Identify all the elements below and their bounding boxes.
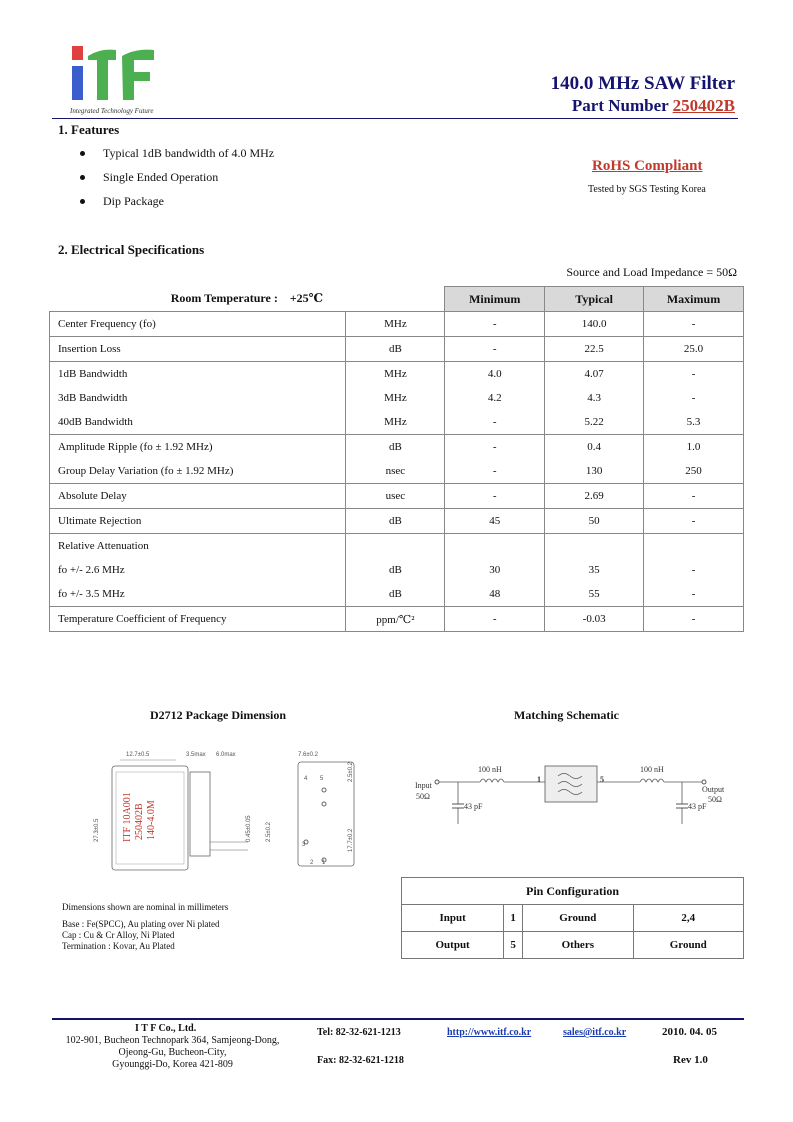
svg-text:7.6±0.2: 7.6±0.2: [298, 752, 318, 758]
svg-text:43 pF: 43 pF: [688, 802, 707, 811]
header-divider: [52, 118, 738, 119]
inductor-out: [640, 779, 664, 782]
spec-param-cell: 3dB Bandwidth: [50, 386, 346, 410]
svg-text:5: 5: [320, 776, 324, 782]
footer-divider: [52, 1018, 744, 1020]
spec-min-cell: -: [445, 484, 545, 509]
col-minimum: Minimum: [445, 287, 545, 312]
pin-row: Output 5 Others Ground: [402, 932, 744, 959]
footer-tel: Tel: 82-32-621-1213: [317, 1027, 401, 1038]
website-link[interactable]: http://www.itf.co.kr: [447, 1027, 532, 1038]
specs-heading: 2. Electrical Specifications: [58, 242, 205, 257]
svg-text:27.3±0.5: 27.3±0.5: [94, 818, 100, 842]
svg-text:17.7±0.2: 17.7±0.2: [348, 828, 354, 852]
bullet-icon: [80, 199, 85, 204]
saw-filter-block: [545, 766, 597, 802]
spec-param-cell: Group Delay Variation (fo ± 1.92 MHz): [50, 459, 346, 484]
spec-param-cell: Amplitude Ripple (fo ± 1.92 MHz): [50, 435, 346, 460]
spec-param-cell: 1dB Bandwidth: [50, 362, 346, 387]
product-title: 140.0 MHz SAW Filter: [550, 73, 735, 94]
spec-row: [50, 362, 744, 387]
spec-row: [50, 558, 744, 582]
spec-min-cell: 4.2: [445, 386, 545, 410]
email-link[interactable]: sales@itf.co.kr: [563, 1027, 627, 1038]
svg-text:ITF 10A001: ITF 10A001: [122, 792, 133, 842]
spec-unit-cell: ppm/℃²: [346, 607, 445, 632]
spec-max-cell: -: [644, 312, 744, 337]
spec-typ-cell: [545, 534, 644, 559]
spec-max-cell: -: [644, 386, 744, 410]
spec-param-cell: Ultimate Rejection: [50, 509, 346, 534]
pin-config-title: Pin Configuration: [402, 878, 744, 905]
spec-row: [50, 607, 744, 632]
feature-item: Single Ended Operation: [80, 170, 218, 185]
spec-min-cell: -: [445, 607, 545, 632]
pin-row: Input 1 Ground 2,4: [402, 905, 744, 932]
spec-max-cell: 250: [644, 459, 744, 484]
bullet-icon: [80, 175, 85, 180]
spec-param-cell: Insertion Loss: [50, 337, 346, 362]
svg-text:Output: Output: [702, 785, 725, 794]
spec-max-cell: [644, 534, 744, 559]
spec-unit-cell: MHz: [346, 386, 445, 410]
footer-fax: Fax: 82-32-621-1218: [317, 1055, 404, 1066]
spec-row: [50, 459, 744, 484]
spec-typ-cell: 0.4: [545, 435, 644, 460]
spec-param-cell: Center Frequency (fo): [50, 312, 346, 337]
spec-max-cell: -: [644, 362, 744, 387]
spec-unit-cell: MHz: [346, 410, 445, 435]
spec-typ-cell: -0.03: [545, 607, 644, 632]
svg-text:Input: Input: [415, 781, 432, 790]
spec-param-cell: Temperature Coefficient of Frequency: [50, 607, 346, 632]
feature-item: Dip Package: [80, 194, 164, 209]
svg-text:3: 3: [302, 842, 306, 848]
svg-text:2.5±0.2: 2.5±0.2: [266, 822, 272, 842]
svg-text:6.0max: 6.0max: [216, 752, 236, 758]
svg-text:12.7±0.5: 12.7±0.5: [126, 752, 150, 758]
part-number-line: [572, 96, 735, 116]
svg-text:1: 1: [537, 775, 541, 784]
spec-min-cell: -: [445, 312, 545, 337]
spec-min-cell: 48: [445, 582, 545, 607]
svg-text:140-4.0M: 140-4.0M: [146, 800, 157, 840]
footer-revision: Rev 1.0: [673, 1054, 708, 1066]
spec-unit-cell: nsec: [346, 459, 445, 484]
feature-item: Typical 1dB bandwidth of 4.0 MHz: [80, 146, 274, 161]
features-heading: 1. Features: [58, 122, 120, 137]
spec-param-cell: fo +/- 3.5 MHz: [50, 582, 346, 607]
spec-row: [50, 312, 744, 337]
package-dimension-drawing: [90, 742, 370, 902]
spec-typ-cell: 140.0: [545, 312, 644, 337]
spec-row: [50, 337, 744, 362]
spec-row: [50, 509, 744, 534]
spec-max-cell: 25.0: [644, 337, 744, 362]
spec-row: [50, 435, 744, 460]
spec-max-cell: -: [644, 558, 744, 582]
part-number: 250402B: [672, 96, 735, 115]
spec-param-cell: Absolute Delay: [50, 484, 346, 509]
footer-company: I T F Co., Ltd.: [135, 1023, 197, 1034]
spec-typ-cell: 2.69: [545, 484, 644, 509]
room-temp-cell: Room Temperature : +25℃: [50, 287, 445, 312]
spec-unit-cell: dB: [346, 509, 445, 534]
svg-text:Integrated Technology Future: Integrated Technology Future: [70, 107, 154, 115]
spec-row: [50, 534, 744, 559]
spec-unit-cell: dB: [346, 558, 445, 582]
spec-min-cell: 45: [445, 509, 545, 534]
spec-table: [49, 286, 744, 632]
matching-schematic: [410, 752, 740, 842]
spec-header-row: [50, 287, 744, 312]
spec-typ-cell: 55: [545, 582, 644, 607]
svg-text:5: 5: [600, 775, 604, 784]
rohs-note: Tested by SGS Testing Korea: [588, 184, 706, 195]
spec-unit-cell: MHz: [346, 362, 445, 387]
spec-typ-cell: 130: [545, 459, 644, 484]
footer-address: 102-901, Bucheon Technopark 364, Samjeong-Dong, Ojeong-Gu, Bucheon-City, Gyounggi-Do, Korea 421-809: [65, 1035, 280, 1070]
svg-text:100 nH: 100 nH: [640, 765, 664, 774]
spec-min-cell: -: [445, 435, 545, 460]
spec-row: [50, 386, 744, 410]
spec-min-cell: -: [445, 337, 545, 362]
svg-text:2: 2: [310, 860, 314, 866]
spec-row: [50, 410, 744, 435]
svg-text:2.5±0.2: 2.5±0.2: [348, 762, 354, 782]
spec-param-cell: 40dB Bandwidth: [50, 410, 346, 435]
spec-row: [50, 582, 744, 607]
svg-text:43 pF: 43 pF: [464, 802, 483, 811]
spec-min-cell: 4.0: [445, 362, 545, 387]
svg-text:50Ω: 50Ω: [708, 795, 722, 804]
spec-typ-cell: 50: [545, 509, 644, 534]
package-caption: D2712 Package Dimension: [150, 708, 286, 722]
svg-text:0.45±0.05: 0.45±0.05: [246, 815, 252, 842]
spec-param-cell: Relative Attenuation: [50, 534, 346, 559]
schematic-caption: Matching Schematic: [514, 708, 619, 722]
spec-max-cell: -: [644, 484, 744, 509]
spec-min-cell: 30: [445, 558, 545, 582]
spec-unit-cell: [346, 534, 445, 559]
spec-min-cell: -: [445, 410, 545, 435]
logo-dot: [72, 46, 83, 60]
spec-unit-cell: dB: [346, 582, 445, 607]
part-number-label: Part Number: [571, 96, 669, 115]
footer-date: 2010. 04. 05: [662, 1026, 717, 1038]
spec-max-cell: 1.0: [644, 435, 744, 460]
impedance-note: Source and Load Impedance = 50Ω: [566, 265, 737, 279]
spec-row: [50, 484, 744, 509]
spec-max-cell: 5.3: [644, 410, 744, 435]
bullet-icon: [80, 151, 85, 156]
svg-text:50Ω: 50Ω: [416, 792, 430, 801]
spec-max-cell: -: [644, 607, 744, 632]
inductor-in: [480, 779, 504, 782]
spec-param-cell: fo +/- 2.6 MHz: [50, 558, 346, 582]
spec-max-cell: -: [644, 582, 744, 607]
svg-text:1: 1: [322, 860, 326, 866]
spec-typ-cell: 22.5: [545, 337, 644, 362]
spec-unit-cell: dB: [346, 337, 445, 362]
svg-text:250402B: 250402B: [134, 803, 145, 840]
itf-logo: [70, 38, 180, 118]
spec-min-cell: -: [445, 459, 545, 484]
spec-typ-cell: 35: [545, 558, 644, 582]
col-maximum: Maximum: [644, 287, 744, 312]
spec-min-cell: [445, 534, 545, 559]
spec-typ-cell: 4.07: [545, 362, 644, 387]
spec-unit-cell: usec: [346, 484, 445, 509]
svg-text:4: 4: [304, 776, 308, 782]
dimension-notes: Dimensions shown are nominal in millimeters Base : Fe(SPCC), Au plating over Ni plated Cap : Cu & Cr Alloy, Ni Plated Termination : Kovar, Au Plated: [62, 902, 229, 951]
svg-text:100 nH: 100 nH: [478, 765, 502, 774]
pin-config-table: [401, 877, 744, 959]
spec-typ-cell: 5.22: [545, 410, 644, 435]
col-typical: Typical: [545, 287, 644, 312]
spec-unit-cell: MHz: [346, 312, 445, 337]
rohs-label: RoHS Compliant: [592, 158, 703, 174]
spec-max-cell: -: [644, 509, 744, 534]
svg-text:3.5max: 3.5max: [186, 752, 206, 758]
spec-typ-cell: 4.3: [545, 386, 644, 410]
spec-unit-cell: dB: [346, 435, 445, 460]
